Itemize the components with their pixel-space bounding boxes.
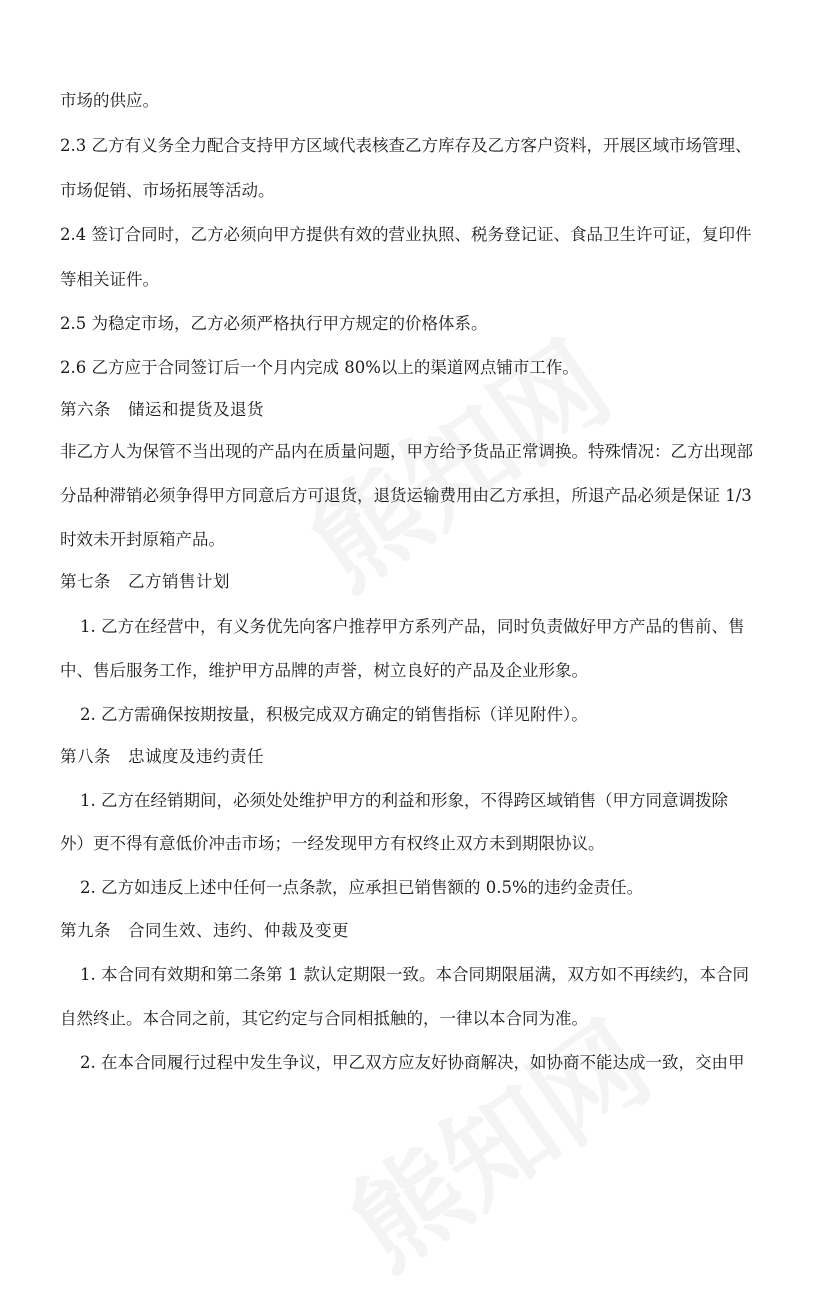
section-heading-9: 第九条 合同生效、违约、仲裁及变更: [60, 921, 349, 940]
paragraph-line: 分品种滞销必须争得甲方同意后方可退货，退货运输费用由乙方承担，所退产品必须是保证 1/3: [60, 486, 752, 505]
list-item-8-2: 2. 乙方如违反上述中任何一点条款，应承担已销售额的 0.5%的违约金责任。: [80, 878, 644, 897]
paragraph-line: 非乙方人为保管不当出现的产品内在质量问题，甲方给予货品正常调换。特殊情况：乙方出现部: [60, 442, 753, 461]
paragraph-line: 市场的供应。: [60, 91, 159, 110]
paragraph-line: 等相关证件。: [60, 270, 159, 289]
paragraph-line: 外）更不得有意低价冲击市场；一经发现甲方有权终止双方未到期限协议。: [60, 834, 605, 853]
paragraph-line: 中、售后服务工作，维护甲方品牌的声誉，树立良好的产品及企业形象。: [60, 661, 588, 680]
paragraph-line: 市场促销、市场拓展等活动。: [60, 181, 275, 200]
list-item-7-2: 2. 乙方需确保按期按量，积极完成双方确定的销售指标（详见附件）。: [80, 705, 588, 724]
clause-2-6: 2.6 乙方应于合同签订后一个月内完成 80%以上的渠道网点铺市工作。: [60, 358, 579, 377]
list-item-9-1: 1. 本合同有效期和第二条第 1 款认定期限一致。本合同期限届满，双方如不再续约，本合同: [80, 965, 749, 984]
paragraph-line: 自然终止。本合同之前，其它约定与合同相抵触的，一律以本合同为准。: [60, 1009, 588, 1028]
section-heading-8: 第八条 忠诚度及违约责任: [60, 747, 264, 766]
list-item-7-1: 1. 乙方在经营中，有义务优先向客户推荐甲方系列产品，同时负责做好甲方产品的售前、售: [80, 617, 745, 636]
clause-2-4: 2.4 签订合同时，乙方必须向甲方提供有效的营业执照、税务登记证、食品卫生许可证，复印件: [60, 225, 752, 244]
paragraph-line: 时效未开封原箱产品。: [60, 530, 225, 549]
list-item-8-1: 1. 乙方在经销期间，必须处处维护甲方的利益和形象，不得跨区域销售（甲方同意调拨除: [80, 791, 728, 810]
clause-2-5: 2.5 为稳定市场，乙方必须严格执行甲方规定的价格体系。: [60, 314, 488, 333]
section-heading-6: 第六条 储运和提货及退货: [60, 400, 264, 419]
list-item-9-2: 2. 在本合同履行过程中发生争议，甲乙双方应友好协商解决，如协商不能达成一致，交由甲: [80, 1053, 745, 1072]
section-heading-7: 第七条 乙方销售计划: [60, 572, 230, 591]
clause-2-3: 2.3 乙方有义务全力配合支持甲方区域代表核查乙方库存及乙方客户资料，开展区域市场管理、: [60, 136, 752, 155]
